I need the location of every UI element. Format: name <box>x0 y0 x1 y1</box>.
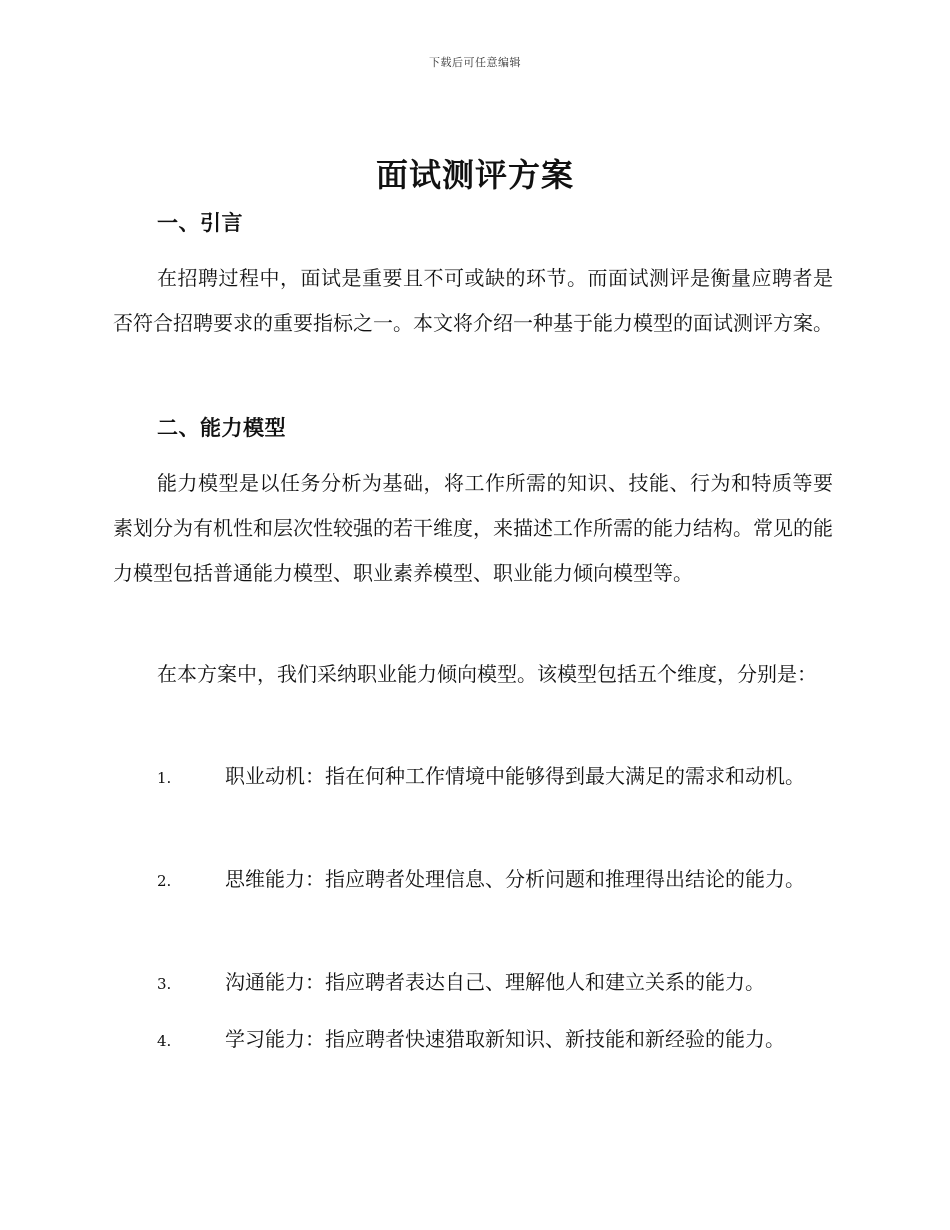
list-item <box>113 960 833 1007</box>
section-heading-intro: 一、引言 <box>157 211 243 235</box>
list-item-number: 2. <box>157 872 172 890</box>
list-item-number: 1. <box>157 769 172 787</box>
list-item-text: 思维能力：指应聘者处理信息、分析问题和推理得出结论的能力。 <box>225 867 805 891</box>
paragraph-ability-model: 能力模型是以任务分析为基础，将工作所需的知识、技能、行为和特质等要素划分为有机性和层次性较强的若干维度，来描述工作所需的能力结构。常见的能力模型包括普通能力模型、职业素养模型、职业能力倾向模型等。 <box>113 471 833 585</box>
list-item <box>113 1017 833 1064</box>
list-item-number: 4. <box>157 1032 172 1050</box>
list-item-text: 沟通能力：指应聘者表达自己、理解他人和建立关系的能力。 <box>225 970 765 994</box>
section-heading-ability-model: 二、能力模型 <box>157 416 286 440</box>
paragraph-intro: 在招聘过程中，面试是重要且不可或缺的环节。而面试测评是衡量应聘者是否符合招聘要求的重要指标之一。本文将介绍一种基于能力模型的面试测评方案。 <box>113 266 833 335</box>
list-item-text: 职业动机：指在何种工作情境中能够得到最大满足的需求和动机。 <box>225 764 805 788</box>
paragraph-model-choice: 在本方案中，我们采纳职业能力倾向模型。该模型包括五个维度，分别是： <box>157 662 817 686</box>
list-item <box>113 857 833 904</box>
header-note: 下载后可任意编辑 <box>429 56 521 69</box>
list-item-text: 学习能力：指应聘者快速猎取新知识、新技能和新经验的能力。 <box>225 1027 785 1051</box>
list-item-number: 3. <box>157 975 172 993</box>
list-item <box>113 754 833 801</box>
page-title: 面试测评方案 <box>375 156 574 194</box>
